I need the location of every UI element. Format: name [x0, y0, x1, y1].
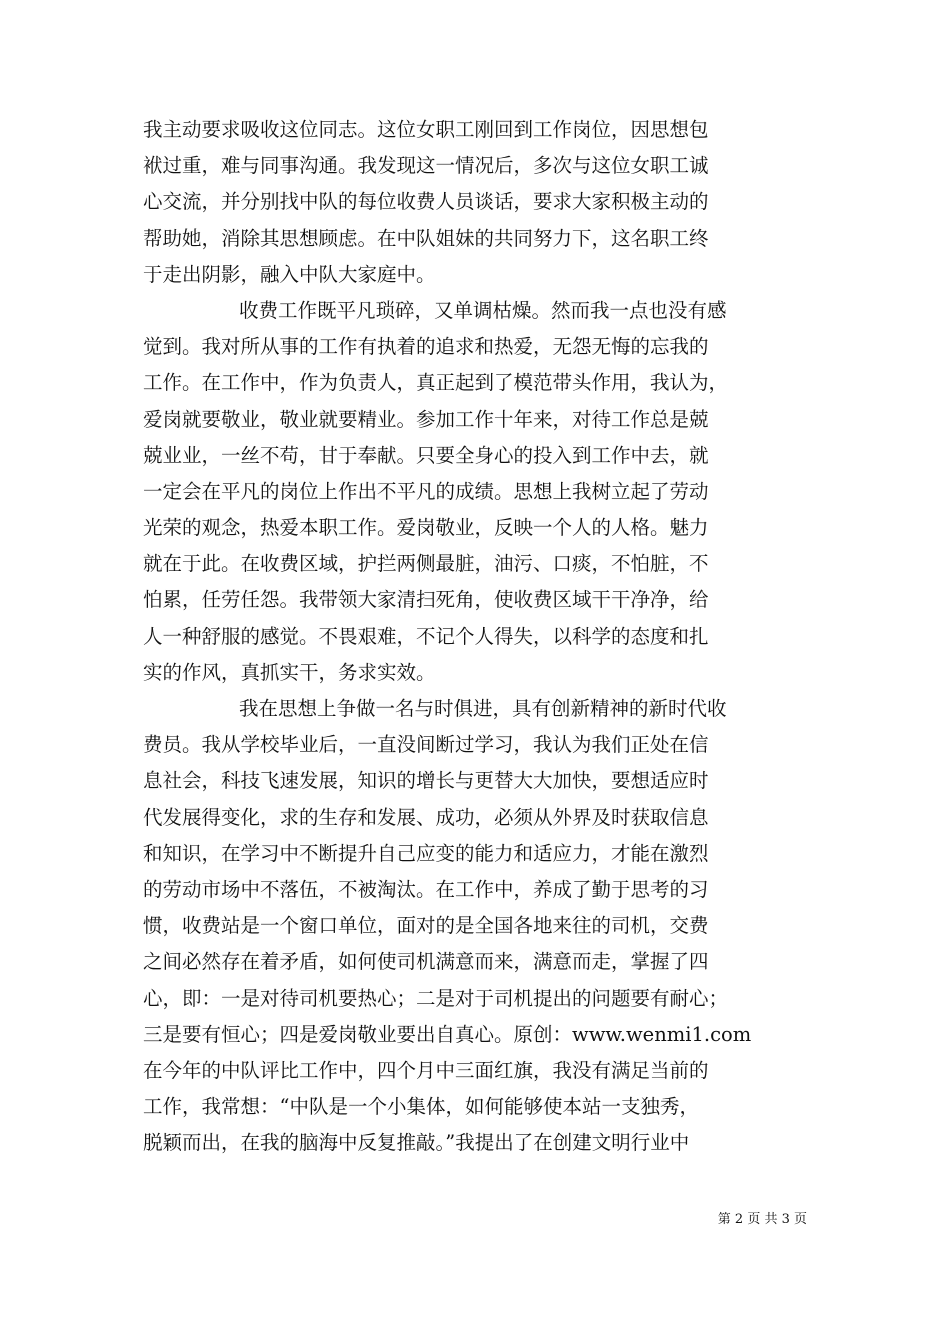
text-line: 我主动要求吸收这位同志。这位女职工刚回到工作岗位，因思想包	[143, 118, 709, 141]
text-line: 兢业业，一丝不苟，甘于奉献。只要全身心的投入到工作中去，就	[143, 443, 709, 467]
text-line: 代发展得变化，求的生存和发展、成功，必须从外界及时获取信息	[143, 805, 709, 829]
text-line: 的劳动市场中不落伍，不被淘汰。在工作中，养成了勤于思考的习	[143, 877, 709, 901]
text-line: 工作。在工作中，作为负责人，真正起到了模范带头作用，我认为，	[143, 371, 729, 395]
text-line: 爱岗就要敬业，敬业就要精业。参加工作十年来，对待工作总是兢	[143, 407, 709, 431]
text-line: 觉到。我对所从事的工作有执着的追求和热爱，无怨无悔的忘我的	[143, 335, 709, 359]
text-line: 一定会在平凡的岗位上作出不平凡的成绩。思想上我树立起了劳动	[143, 479, 709, 503]
text-line: 我在思想上争做一名与时俱进，具有创新精神的新时代收	[239, 697, 727, 720]
text-line: 就在于此。在收费区域，护拦两侧最脏，油污、口痰，不怕脏，不	[143, 552, 709, 576]
text-line: 三是要有恒心；四是爱岗敬业要出自真心。原创：www.wenmi1.com	[143, 1022, 752, 1046]
text-line: 怕累，任劳任怨。我带领大家清扫死角，使收费区域干干净净，给	[143, 588, 709, 612]
text-line: 于走出阴影，融入中队大家庭中。	[143, 262, 436, 286]
text-line: 脱颖而出，在我的脑海中反复推敲。”我提出了在创建文明行业中	[143, 1131, 690, 1155]
text-line: 和知识，在学习中不断提升自己应变的能力和适应力，才能在激烈	[143, 841, 709, 865]
body-text	[143, 112, 808, 1161]
text-line: 光荣的观念，热爱本职工作。爱岗敬业，反映一个人的人格。魅力	[143, 516, 709, 540]
text-line: 实的作风，真抓实干，务求实效。	[143, 660, 436, 684]
text-line: 之间必然存在着矛盾，如何使司机满意而来，满意而走，掌握了四	[143, 950, 709, 974]
text-line: 帮助她，消除其思想顾虑。在中队姐妹的共同努力下，这名职工终	[143, 226, 709, 250]
page-number: 第 2 页 共 3 页	[717, 1212, 807, 1227]
text-line: 人一种舒服的感觉。不畏艰难，不记个人得失，以科学的态度和扎	[143, 624, 709, 648]
text-line: 费员。我从学校毕业后，一直没间断过学习，我认为我们正处在信	[143, 733, 709, 757]
text-line: 在今年的中队评比工作中，四个月中三面红旗，我没有满足当前的	[143, 1058, 709, 1082]
text-line: 收费工作既平凡琐碎，又单调枯燥。然而我一点也没有感	[239, 298, 727, 322]
text-line: 息社会，科技飞速发展，知识的增长与更替大大加快，要想适应时	[143, 769, 709, 793]
text-line: 惯，收费站是一个窗口单位，面对的是全国各地来往的司机，交费	[143, 914, 709, 938]
text-line: 工作，我常想：“中队是一个小集体，如何能够使本站一支独秀，	[143, 1095, 699, 1119]
text-line: 心，即：一是对待司机要热心；二是对于司机提出的问题要有耐心；	[143, 986, 729, 1010]
text-line: 袱过重，难与同事沟通。我发现这一情况后，多次与这位女职工诚	[143, 154, 709, 178]
text-line: 心交流，并分别找中队的每位收费人员谈话，要求大家积极主动的	[143, 190, 709, 214]
